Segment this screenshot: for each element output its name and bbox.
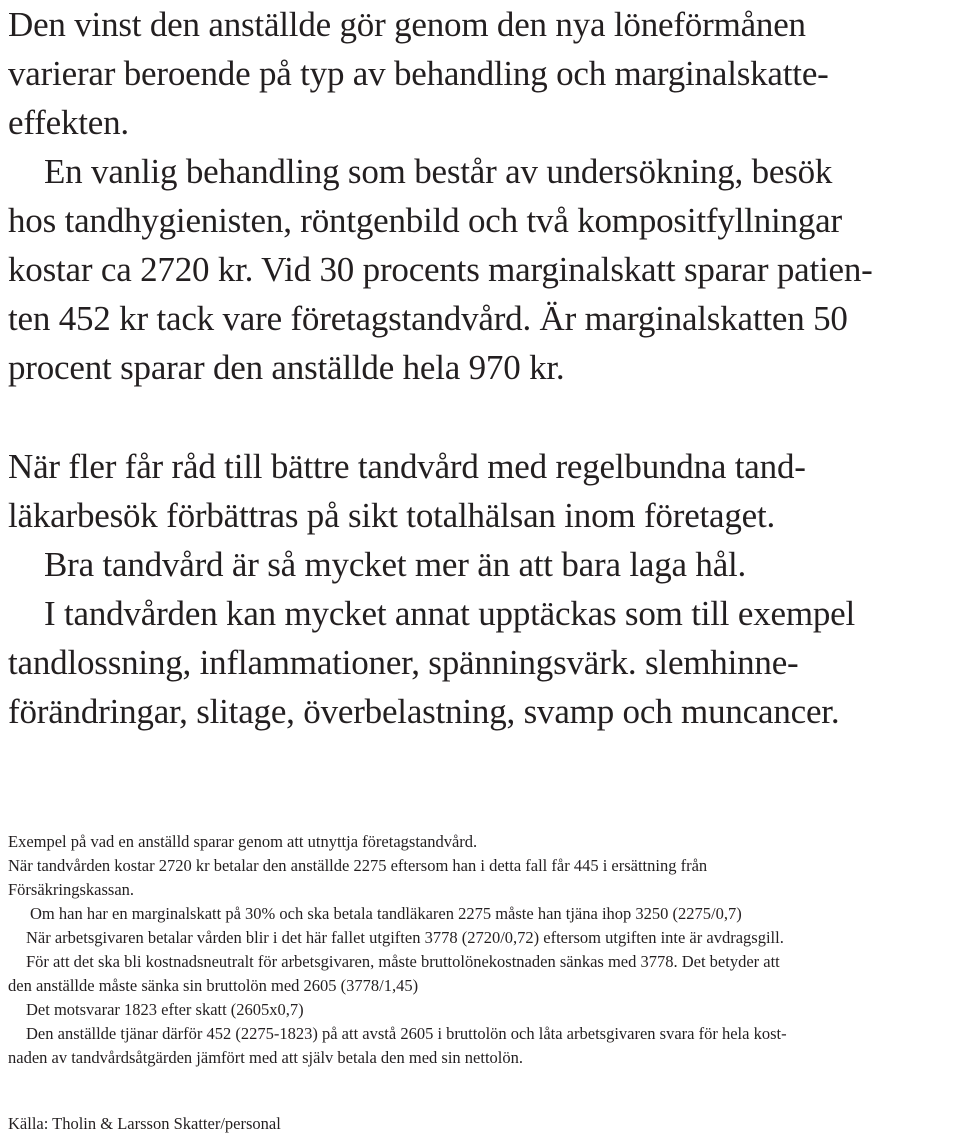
text-line: Försäkringskassan. bbox=[8, 880, 135, 899]
text-line: procent sparar den anställde hela 970 kr. bbox=[8, 348, 565, 387]
text-line: En vanlig behandling som består av undersökning, besök bbox=[44, 152, 833, 191]
text-line: varierar beroende på typ av behandling och marginalskatte- bbox=[8, 54, 829, 93]
text-line: Bra tandvård är så mycket mer än att bara laga hål. bbox=[44, 545, 747, 584]
text-line: Om han har en marginalskatt på 30% och ska betala tandläkaren 2275 måste han tjäna ihop 3250 (2275/0,7) bbox=[30, 904, 742, 923]
text-line: Den anställde tjänar därför 452 (2275-1823) på att avstå 2605 i bruttolön och låta arbetsgivaren svara för hela kost- bbox=[26, 1024, 787, 1043]
text-line: tandlossning, inflammationer, spänningsvärk. slemhinne- bbox=[8, 643, 799, 682]
paragraph-dental-health bbox=[8, 442, 958, 736]
text-line: I tandvården kan mycket annat upptäckas som till exempel bbox=[44, 594, 856, 633]
text-line: När arbetsgivaren betalar vården blir i det här fallet utgiften 3778 (2720/0,72) eftersom utgiften inte är avdragsgill. bbox=[26, 928, 784, 947]
text-line: När tandvården kostar 2720 kr betalar den anställde 2275 eftersom han i detta fall får 445 i ersättning från bbox=[8, 856, 708, 875]
source-citation bbox=[8, 1112, 958, 1136]
text-line: ten 452 kr tack vare företagstandvård. Är marginalskatten 50 bbox=[8, 299, 848, 338]
text-line: den anställde måste sänka sin bruttolön med 2605 (3778/1,45) bbox=[8, 976, 419, 995]
text-line: Den vinst den anställde gör genom den nya löneförmånen bbox=[8, 5, 806, 44]
text-line: För att det ska bli kostnadsneutralt för arbetsgivaren, måste bruttolönekostnaden sänkas med 3778. Det betyder att bbox=[26, 952, 780, 971]
text-line: När fler får råd till bättre tandvård med regelbundna tand- bbox=[8, 447, 806, 486]
source-text: Källa: Tholin & Larsson Skatter/personal bbox=[8, 1114, 281, 1133]
text-line: läkarbesök förbättras på sikt totalhälsan inom företaget. bbox=[8, 496, 776, 535]
text-line: effekten. bbox=[8, 103, 129, 142]
text-line: naden av tandvårdsåtgärden jämfört med att själv betala den med sin nettolön. bbox=[8, 1048, 523, 1067]
text-line: Det motsvarar 1823 efter skatt (2605x0,7) bbox=[26, 1000, 304, 1019]
text-line: förändringar, slitage, överbelastning, svamp och muncancer. bbox=[8, 692, 840, 731]
text-line: Exempel på vad en anställd sparar genom att utnyttja företagstandvård. bbox=[8, 832, 478, 851]
text-line: hos tandhygienisten, röntgenbild och två kompositfyllningar bbox=[8, 201, 842, 240]
text-line: kostar ca 2720 kr. Vid 30 procents marginalskatt sparar patien- bbox=[8, 250, 873, 289]
paragraph-savings-intro bbox=[8, 0, 958, 392]
example-calculation bbox=[8, 830, 958, 1070]
